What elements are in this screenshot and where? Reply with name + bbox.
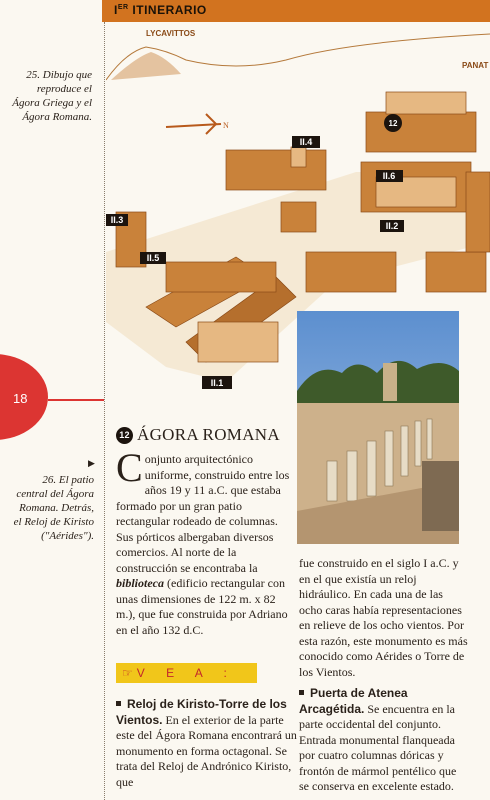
itinerary-heading: IER ITINERARIO — [114, 3, 207, 17]
section-title — [116, 425, 296, 445]
item-reloj-kiristo — [116, 697, 301, 790]
item-reloj-continued: fue construido en el siglo I a.C. y en el que existía un reloj hidráulico. En cada una de las ocho caras había representaciones en relieve de los ocho vientos. Por esta razón, este monumento es más conocido como Aérides o Torre de los Vientos. — [299, 556, 468, 679]
bullet-icon — [116, 701, 121, 706]
page-tab-line — [48, 399, 104, 401]
marker-ii4: II.4 — [299, 137, 313, 147]
margin-divider — [104, 22, 105, 800]
pointing-hand-icon: ☞ — [122, 666, 133, 680]
vea-label: V E A : — [136, 666, 236, 680]
body-text-1: onjunto arquitectónico uniforme, construido entre los años 19 y 11 a.C. que estaba formado por un gran patio rectangular rodeado de columnas. Sus pórticos albergaban diversos comercios. Al norte de la construcción se encontraba la — [116, 452, 290, 575]
marker-ii6: II.6 — [382, 171, 396, 181]
marker-badge-12: 12 — [388, 119, 398, 128]
bullet-icon — [299, 690, 304, 695]
marker-ii3: II.3 — [110, 215, 124, 225]
drop-cap: C — [116, 445, 143, 490]
arrow-right-icon: ▶ — [88, 458, 95, 468]
body-bold-biblioteca: biblioteca — [116, 576, 164, 590]
item-heading: Reloj de Kiristo-Torre de los Vientos. — [116, 697, 287, 727]
marker-ii1: II.1 — [210, 378, 224, 388]
item-puerta-atenea — [299, 686, 469, 795]
vea-banner — [116, 663, 257, 683]
label-lycavittos: LYCAVITTOS — [146, 29, 196, 38]
page-number: 18 — [13, 391, 28, 406]
body-text-2: (edificio rectangular con unas dimensiones de 122 m. x 82 m.), que fue construida por Adriano en el año 132 d.C. — [116, 576, 288, 637]
caption-figure-26: 26. El patio central del Ágora Romana. Detrás, el Reloj de Kiristo ("Aérides"). — [13, 474, 94, 542]
section-title-text: ÁGORA ROMANA — [137, 425, 280, 444]
item-heading: Puerta de Atenea Arcagétida. — [299, 686, 408, 716]
marker-ii5: II.5 — [146, 253, 160, 263]
section-body — [116, 445, 296, 638]
header-bar — [102, 0, 490, 22]
tower-of-winds — [383, 363, 397, 401]
marker-ii2: II.2 — [385, 221, 399, 231]
agora-photo — [297, 311, 459, 544]
section-badge: 12 — [116, 427, 133, 444]
item-text: En el exterior de la parte este del Ágora Romana encontrará un monumento en forma octagonal. Se trata del Reloj de Andrónico Kiristo, que — [116, 712, 297, 789]
svg-text:N: N — [223, 121, 229, 130]
item-text: Se encuentra en la parte occidental del conjunto. Entrada monumental flanqueada por cuatro columnas dóricas y frontón de mármol pentélico que se conserva en excelente estado. — [299, 701, 457, 793]
caption-figure-25: 25. Dibujo que reproduce el Ágora Griega y el Ágora Romana. — [12, 69, 92, 123]
label-panat: PANAT — [462, 61, 489, 70]
